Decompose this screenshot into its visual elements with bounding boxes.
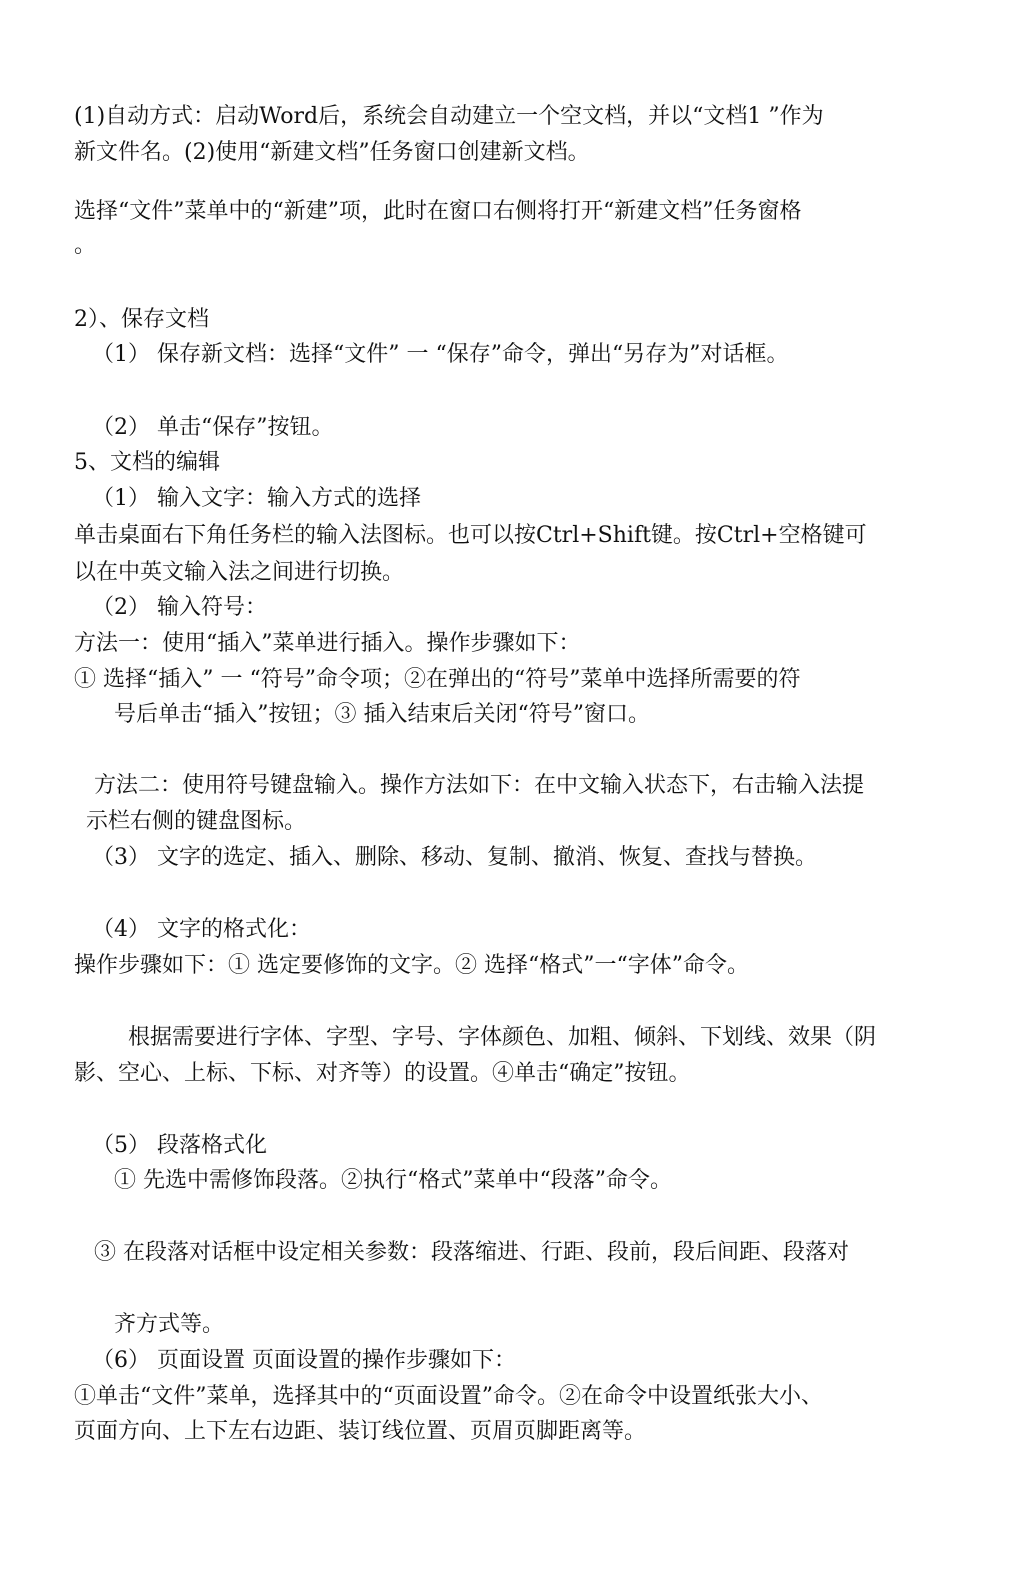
text-line-25: ③ 在段落对话框中设定相关参数：段落缩进、行距、段前，段后间距、段落对 <box>94 1240 849 1265</box>
text-line-5: 2）、保存文档 <box>74 307 209 332</box>
text-line-28: ①单击“文件”菜单，选择其中的“页面设置”命令。②在命令中设置纸张大小、 <box>74 1384 823 1409</box>
text-line-6: （1） 保存新文档：选择“文件” 一 “保存”命令，弹出“另存为”对话框。 <box>92 342 789 367</box>
text-line-3: 选择“文件”菜单中的“新建”项，此时在窗口右侧将打开“新建文档”任务窗格 <box>74 199 802 224</box>
text-line-16: 方法二：使用符号键盘输入。操作方法如下：在中文输入状态下，右击输入法提 <box>94 773 865 798</box>
text-line-4: 。 <box>74 233 97 258</box>
text-line-17: 示栏右侧的键盘图标。 <box>86 809 307 834</box>
text-line-27: （6） 页面设置 页面设置的操作步骤如下： <box>92 1348 516 1373</box>
text-line-29: 页面方向、上下左右边距、装订线位置、页眉页脚距离等。 <box>74 1419 647 1444</box>
text-line-18: （3） 文字的选定、插入、删除、移动、复制、撤消、恢复、查找与替换。 <box>92 845 817 870</box>
text-line-23: （5） 段落格式化 <box>92 1133 267 1158</box>
text-line-2: 新文件名。(2)使用“新建文档”任务窗口创建新文档。 <box>74 140 590 165</box>
text-line-9: （1） 输入文字：输入方式的选择 <box>92 486 421 511</box>
text-line-26: 齐方式等。 <box>114 1312 225 1337</box>
text-line-7: （2） 单击“保存”按钮。 <box>92 415 334 440</box>
text-line-21: 根据需要进行字体、字型、字号、字体颜色、加粗、倾斜、下划线、效果（阴 <box>128 1025 877 1050</box>
text-line-14: ① 选择“插入” 一 “符号”命令项；②在弹出的“符号”菜单中选择所需要的符 <box>74 667 801 692</box>
text-line-8: 5、文档的编辑 <box>74 450 220 475</box>
text-line-19: （4） 文字的格式化： <box>92 917 311 942</box>
text-line-1: (1)自动方式：启动Word后，系统会自动建立一个空文档，并以“文档1 ”作为 <box>74 104 824 129</box>
text-line-22: 影、空心、上标、下标、对齐等）的设置。④单击“确定”按钮。 <box>74 1061 691 1086</box>
text-line-13: 方法一：使用“插入”菜单进行插入。操作步骤如下： <box>74 631 581 656</box>
text-line-20: 操作步骤如下：① 选定要修饰的文字。② 选择“格式”一“字体”命令。 <box>74 953 749 978</box>
text-line-24: ① 先选中需修饰段落。②执行“格式”菜单中“段落”命令。 <box>114 1168 672 1193</box>
text-line-15: 号后单击“插入”按钮；③ 插入结束后关闭“符号”窗口。 <box>114 702 650 727</box>
text-line-10: 单击桌面右下角任务栏的输入法图标。也可以按Ctrl+Shift键。按Ctrl+空格键可 <box>74 523 867 548</box>
text-line-12: （2） 输入符号： <box>92 595 267 620</box>
text-line-11: 以在中英文输入法之间进行切换。 <box>74 560 405 585</box>
